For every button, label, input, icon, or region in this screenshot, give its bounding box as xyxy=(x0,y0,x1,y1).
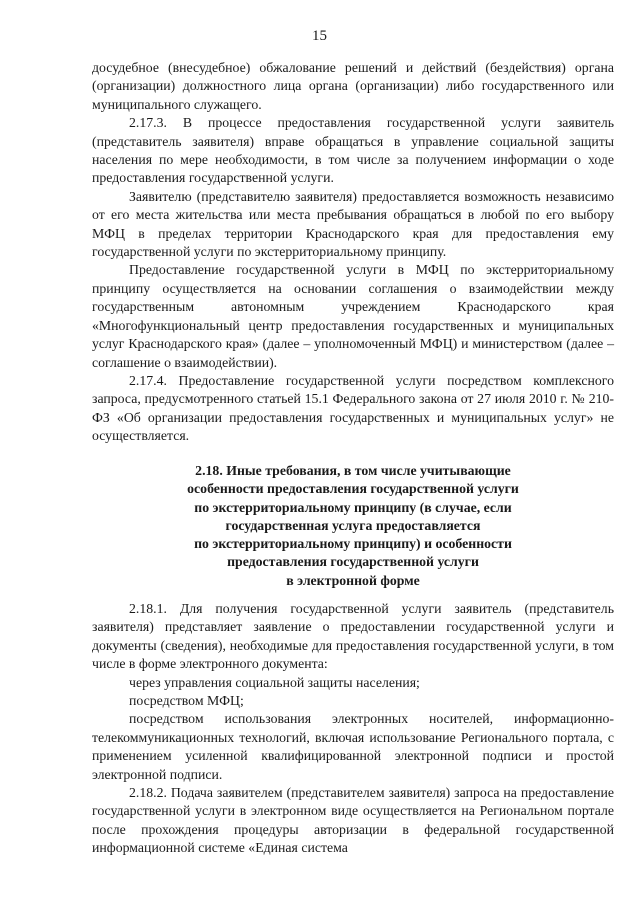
paragraph: 2.18.1. Для получения государственной услуги заявитель (представитель заявителя) представляет заявление о предоставлении государственной услуги и документы (сведения), необходимые для предоставления государственной услуги, в том числе в форме электронного документа: xyxy=(92,601,614,672)
paragraph: Заявителю (представителю заявителя) предоставляется возможность независимо от его места жительства или места пребывания обращаться в любой по его выбору МФЦ в пределах территории Краснодарского края для предоставления ему государственной услуги по экстерриториальному принципу. xyxy=(92,188,614,260)
list-item: посредством МФЦ; xyxy=(129,693,244,709)
heading-line: предоставления государственной услуги xyxy=(227,554,479,570)
body-block-2 xyxy=(92,600,614,858)
section-heading xyxy=(92,462,614,590)
paragraph: посредством использования электронных носителей, информационно-телекоммуникационных технологий, включая использование Регионального портала, с применением усиленной квалифицированной электронной подписи и простой электронной подписи. xyxy=(92,711,614,782)
heading-line: государственная услуга предоставляется xyxy=(225,517,481,533)
paragraph: 2.18.2. Подача заявителем (представителем заявителя) запроса на предоставление государственной услуги в электронном виде осуществляется на Региональном портале после прохождения процедуры авторизации в федеральной государственной информационной системе «Единая система xyxy=(92,785,614,856)
paragraph: 2.17.4. Предоставление государственной услуги посредством комплексного запроса, предусмотренного статьей 15.1 Федерального закона от 27 июля 2010 г. № 210-ФЗ «Об организации предоставления государственных и муниципальных услуг» не осуществляется. xyxy=(92,372,614,444)
heading-line: 2.18. Иные требования, в том числе учитывающие xyxy=(195,463,511,478)
paragraph: досудебное (внесудебное) обжалование решений и действий (бездействия) органа (организации) должностного лица органа (организации) либо государственного или муниципального служащего. xyxy=(92,60,614,112)
paragraph: 2.17.3. В процессе предоставления государственной услуги заявитель (представитель заявителя) вправе обращаться в управление социальной защиты населения по мере необходимости, в том числе за получением информации о ходе предоставления государственной услуги. xyxy=(92,115,614,186)
heading-line: по экстерриториальному принципу) и особенности xyxy=(194,536,512,552)
paragraph: Предоставление государственной услуги в МФЦ по экстерриториальному принципу осуществляется на основании соглашения о взаимодействии между государственным автономным учреждением Краснодарского края «Многофункциональный центр предоставления государственных и муниципальных услуг Краснодарского края» (далее – уполномоченный МФЦ) и министерством (далее – соглашение о взаимодействии). xyxy=(92,262,614,370)
list-item: через управления социальной защиты населения; xyxy=(129,674,420,690)
page-number: 15 xyxy=(312,28,327,44)
heading-line: по экстерриториальному принципу (в случае, если xyxy=(194,499,512,515)
heading-line: в электронной форме xyxy=(286,572,420,588)
body-block-1 xyxy=(92,59,614,446)
heading-line: особенности предоставления государственной услуги xyxy=(187,481,519,497)
